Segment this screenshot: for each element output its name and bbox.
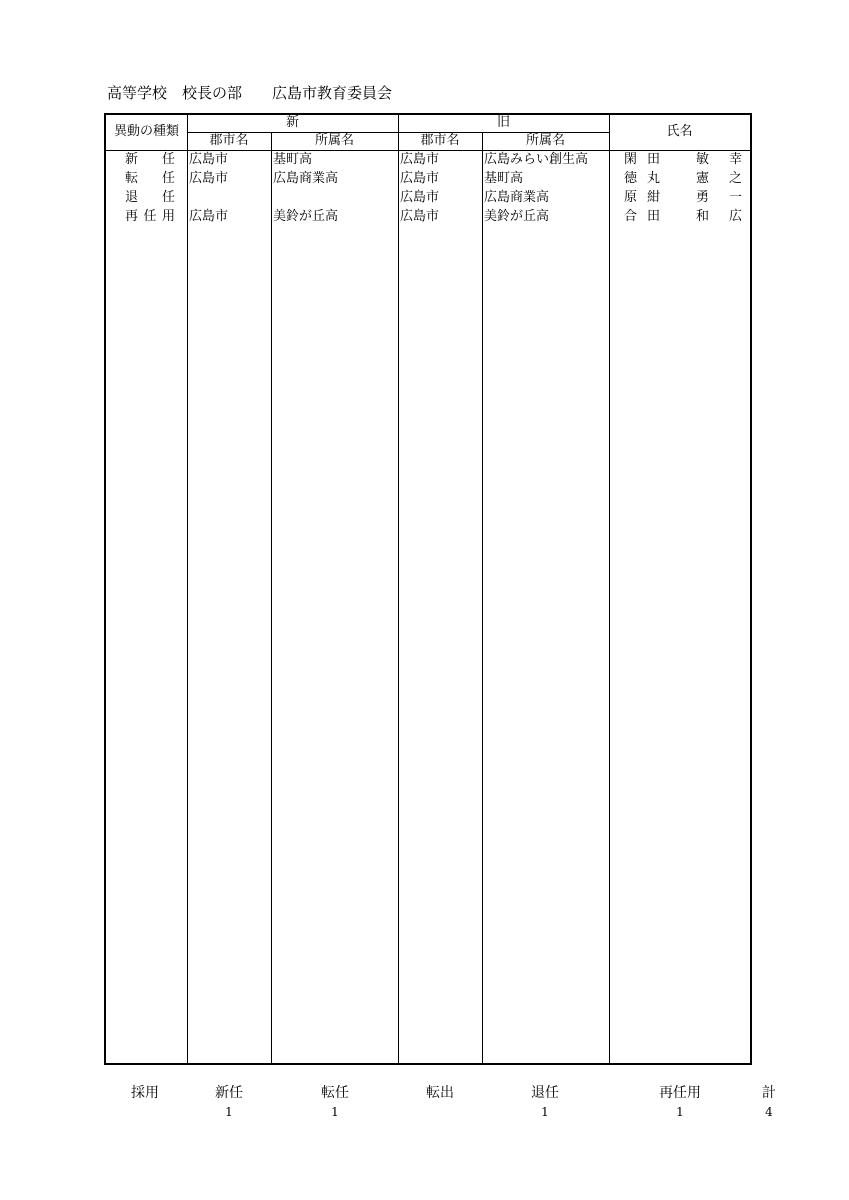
col-divider-old-inner (482, 133, 483, 1063)
name-char: 広 (728, 209, 742, 224)
type-char: 任 (161, 171, 175, 186)
row-1-new-school: 基町高 (273, 152, 313, 167)
header-new-group: 新 (285, 115, 299, 130)
summary-count-new: 1 (225, 1105, 233, 1119)
name-char: 和 (696, 209, 710, 224)
summary-count-reappoint: 1 (676, 1105, 684, 1119)
name-char: 田 (646, 152, 660, 167)
name-char: 田 (646, 209, 660, 224)
summary-label-new: 新任 (215, 1085, 243, 1101)
type-char: 任 (161, 152, 175, 167)
name-char: 紺 (646, 190, 660, 205)
name-char: 勇 (696, 190, 710, 205)
row-4-type (125, 208, 175, 226)
type-char: 新 (125, 152, 139, 167)
summary-label-retire: 退任 (531, 1085, 559, 1101)
name-char: 敏 (696, 152, 710, 167)
row-4-new-school: 美鈴が丘高 (273, 209, 339, 224)
name-char: 丸 (646, 171, 660, 186)
col-divider-old-name (609, 115, 610, 1063)
row-4-name (624, 208, 742, 226)
header-new-district: 郡市名 (209, 133, 249, 148)
row-3-type (125, 189, 175, 207)
row-1-name (624, 151, 742, 169)
header-new-affiliation: 所属名 (314, 133, 354, 148)
col-divider-new-inner (271, 133, 272, 1063)
row-4-old-school: 美鈴が丘高 (484, 209, 550, 224)
header-old-affiliation: 所属名 (525, 133, 565, 148)
summary-label-transfer-in: 転任 (321, 1085, 349, 1101)
summary-label-transfer-out: 転出 (426, 1085, 454, 1101)
row-3-old-district: 広島市 (400, 190, 440, 205)
type-char: 転 (125, 171, 139, 186)
col-divider-type (187, 115, 188, 1063)
name-char: 合 (624, 209, 638, 224)
header-type: 異動の種類 (113, 124, 179, 139)
row-1-old-district: 広島市 (400, 152, 440, 167)
summary-count-retire: 1 (541, 1105, 549, 1119)
row-2-type (125, 170, 175, 188)
type-char: 退 (125, 190, 139, 205)
row-4-old-district: 広島市 (400, 209, 440, 224)
row-2-name (624, 170, 742, 188)
row-4-new-district: 広島市 (189, 209, 229, 224)
name-char: 一 (728, 190, 742, 205)
document-title: 高等学校 校長の部 広島市教育委員会 (107, 84, 393, 102)
name-char: 之 (728, 171, 742, 186)
name-char: 閑 (624, 152, 638, 167)
row-1-old-school: 広島みらい創生高 (484, 152, 589, 167)
row-3-name (624, 189, 742, 207)
row-2-new-school: 広島商業高 (273, 171, 339, 186)
row-1-new-district: 広島市 (189, 152, 229, 167)
row-3-old-school: 広島商業高 (484, 190, 550, 205)
summary-count-transfer-in: 1 (331, 1105, 339, 1119)
header-old-group: 旧 (496, 115, 510, 130)
summary-count-total: 4 (765, 1105, 773, 1119)
header-old-district: 郡市名 (420, 133, 460, 148)
type-char: 用 (161, 209, 175, 224)
type-char: 任 (161, 190, 175, 205)
name-char: 憲 (696, 171, 710, 186)
summary-label-reappoint: 再任用 (659, 1085, 701, 1101)
name-char: 徳 (624, 171, 638, 186)
row-2-new-district: 広島市 (189, 171, 229, 186)
summary-label-hire: 採用 (131, 1085, 159, 1101)
row-2-old-school: 基町高 (484, 171, 524, 186)
col-divider-new-old (398, 115, 399, 1063)
header-name: 氏名 (666, 124, 693, 139)
row-2-old-district: 広島市 (400, 171, 440, 186)
personnel-table (104, 113, 752, 1065)
name-char: 原 (624, 190, 638, 205)
row-1-type (125, 151, 175, 169)
type-char: 任 (143, 209, 157, 224)
type-char: 再 (125, 209, 139, 224)
summary-label-total: 計 (762, 1085, 776, 1101)
name-char: 幸 (728, 152, 742, 167)
